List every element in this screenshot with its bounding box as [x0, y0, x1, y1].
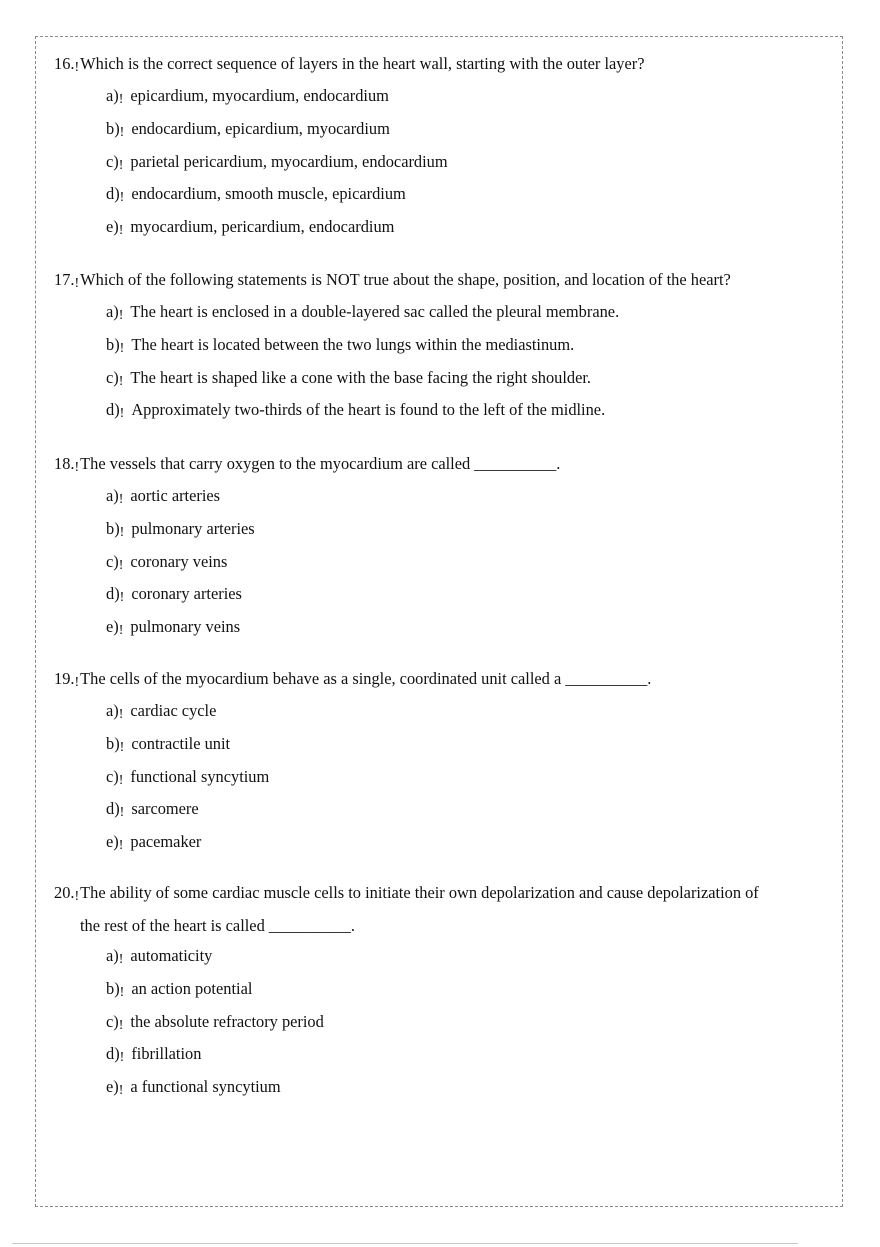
option-d[interactable]: d)! sarcomere	[106, 799, 199, 821]
question-16	[54, 48, 824, 245]
question-text: Which of the following statements is NOT true about the shape, position, and location of the heart?	[80, 270, 731, 289]
option-b[interactable]: b)! an action potential	[106, 978, 253, 1000]
option-list	[54, 696, 824, 860]
question-stem	[54, 48, 824, 81]
option-a[interactable]: a)! The heart is enclosed in a double-layered sac called the pleural membrane.	[106, 302, 620, 323]
question-text-continued: the rest of the heart is called __________.	[80, 916, 355, 935]
question-text: The vessels that carry oxygen to the myocardium are called __________.	[80, 454, 561, 473]
question-number: 18.	[54, 454, 75, 473]
option-a[interactable]: a)! cardiac cycle	[106, 701, 217, 722]
question-17	[54, 264, 824, 428]
option-list	[54, 481, 824, 645]
question-number: 19.	[54, 669, 75, 688]
option-list	[54, 81, 824, 245]
option-c[interactable]: c)! coronary veins	[106, 551, 228, 573]
option-list	[54, 297, 824, 428]
question-number: 20.	[54, 883, 75, 902]
option-c[interactable]: c)! The heart is shaped like a cone with the base facing the right shoulder.	[106, 367, 592, 389]
option-b[interactable]: b)! endocardium, epicardium, myocardium	[106, 118, 390, 140]
question-mark: !	[74, 460, 80, 475]
question-stem	[54, 264, 824, 297]
option-e[interactable]: e)! pacemaker	[106, 832, 202, 854]
option-d[interactable]: d)! fibrillation	[106, 1044, 202, 1066]
option-d[interactable]: d)! coronary arteries	[106, 584, 242, 606]
question-number: 17.	[54, 270, 75, 289]
option-b[interactable]: b)! pulmonary arteries	[106, 518, 255, 540]
option-b[interactable]: b)! contractile unit	[106, 733, 231, 755]
option-a[interactable]: a)! epicardium, myocardium, endocardium	[106, 86, 389, 107]
option-c[interactable]: c)! functional syncytium	[106, 766, 270, 788]
question-18	[54, 448, 824, 645]
option-list	[54, 941, 824, 1105]
question-mark: !	[74, 675, 80, 690]
question-number: 16.	[54, 54, 75, 73]
option-e[interactable]: e)! a functional syncytium	[106, 1077, 281, 1099]
question-text: The cells of the myocardium behave as a single, coordinated unit called a __________.	[80, 669, 652, 688]
option-c[interactable]: c)! parietal pericardium, myocardium, endocardium	[106, 151, 448, 173]
option-e[interactable]: e)! myocardium, pericardium, endocardium	[106, 217, 395, 239]
question-mark: !	[74, 276, 80, 291]
question-20	[54, 877, 824, 1105]
footer-divider	[12, 1243, 798, 1244]
option-a[interactable]: a)! automaticity	[106, 946, 213, 967]
option-b[interactable]: b)! The heart is located between the two lungs within the mediastinum.	[106, 334, 575, 356]
question-stem	[54, 663, 824, 696]
question-19	[54, 663, 824, 860]
option-d[interactable]: d)! Approximately two-thirds of the heart is found to the left of the midline.	[106, 400, 606, 422]
question-stem	[54, 877, 824, 910]
question-mark: !	[74, 889, 80, 904]
question-text: The ability of some cardiac muscle cells to initiate their own depolarization and cause depolarization of	[80, 883, 759, 902]
option-e[interactable]: e)! pulmonary veins	[106, 617, 241, 639]
question-stem	[54, 448, 824, 481]
question-text: Which is the correct sequence of layers in the heart wall, starting with the outer layer?	[80, 54, 645, 73]
option-d[interactable]: d)! endocardium, smooth muscle, epicardium	[106, 184, 406, 206]
option-c[interactable]: c)! the absolute refractory period	[106, 1011, 324, 1033]
question-mark: !	[74, 60, 80, 75]
option-a[interactable]: a)! aortic arteries	[106, 486, 221, 507]
